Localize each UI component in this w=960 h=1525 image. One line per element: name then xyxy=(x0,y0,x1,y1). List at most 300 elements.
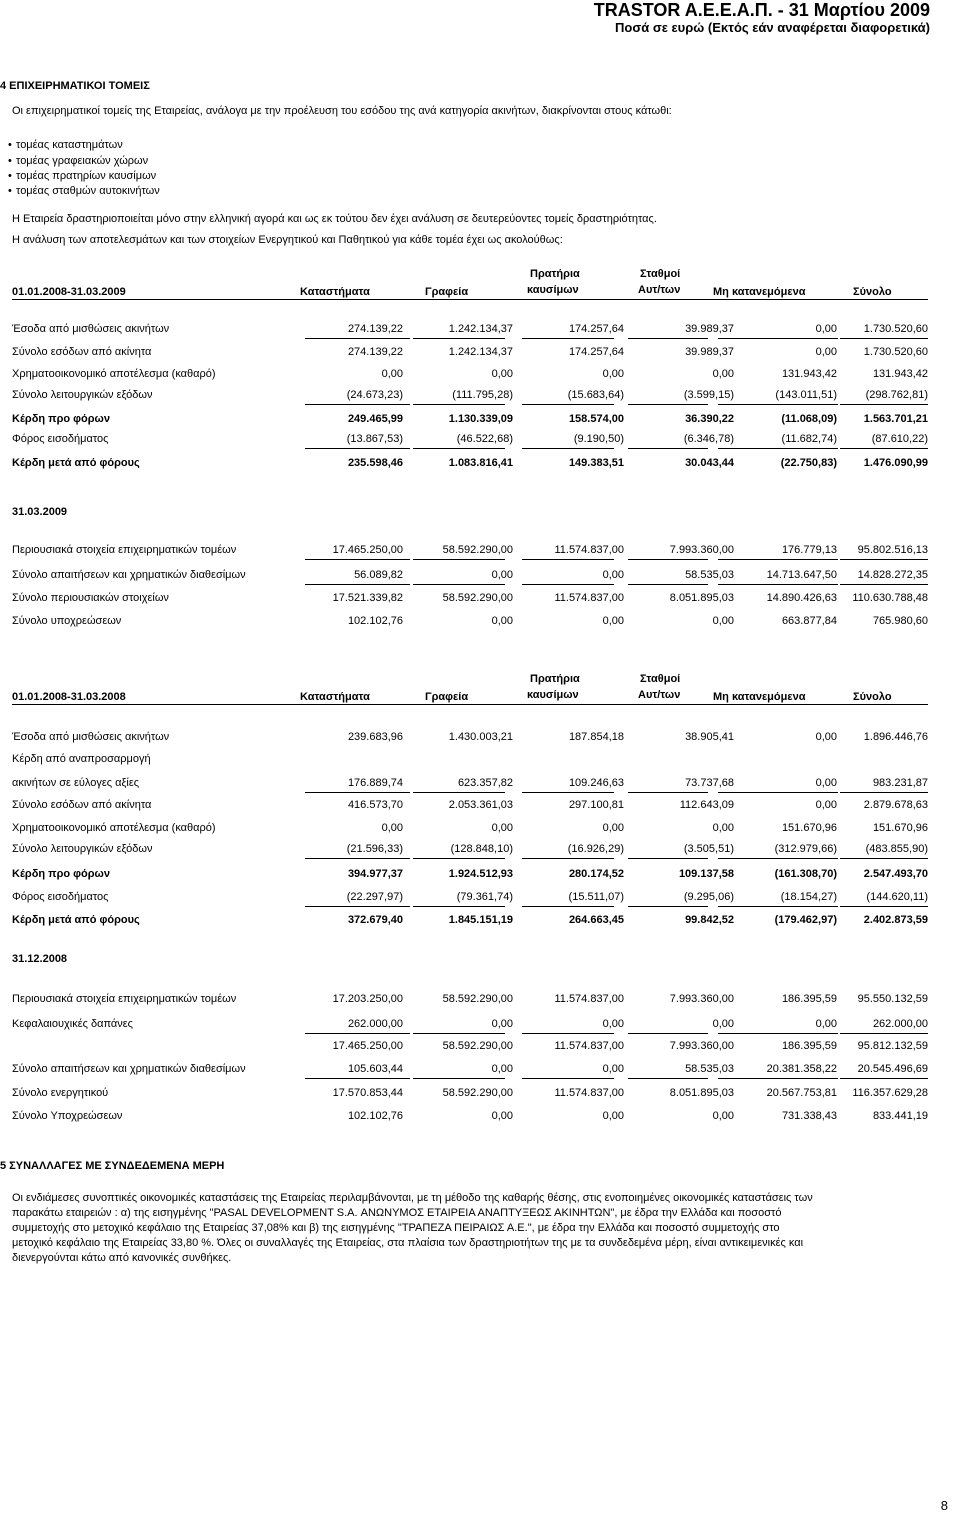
row-label: Κέρδη μετά από φόρους xyxy=(12,457,140,469)
table-row xyxy=(12,323,928,339)
total-underline xyxy=(840,858,928,859)
cell-value: 36.390,22 xyxy=(685,413,734,425)
cell-value: 105.603,44 xyxy=(347,1063,403,1075)
table-row xyxy=(12,544,928,560)
cell-value: (111.795,28) xyxy=(452,389,513,401)
column-header-shops: Καταστήματα xyxy=(300,691,370,703)
table-row xyxy=(12,346,928,362)
cell-value: 0,00 xyxy=(712,822,734,834)
cell-value: 151.670,96 xyxy=(872,822,928,834)
cell-value: (298.762,81) xyxy=(865,389,928,401)
cell-value: 131.943,42 xyxy=(781,368,837,380)
cell-value: 20.545.496,69 xyxy=(857,1063,928,1075)
total-underline xyxy=(413,1033,505,1034)
cell-value: 149.383,51 xyxy=(568,457,624,469)
total-underline xyxy=(628,338,708,339)
total-underline xyxy=(413,338,505,339)
cell-value: 0,00 xyxy=(602,368,624,380)
row-label: Σύνολο απαιτήσεων και χρηματικών διαθεσίμων xyxy=(12,569,246,581)
row-label: Κεφαλαιουχικές δαπάνες xyxy=(12,1018,133,1030)
cell-value: 983.231,87 xyxy=(872,777,928,789)
cell-value: (79.361,74) xyxy=(456,891,513,903)
bullet-item: • τομέας σταθμών αυτοκινήτων xyxy=(16,185,160,197)
section-5-paragraph xyxy=(12,1191,918,1266)
column-header-parking: Σταθμοί xyxy=(640,268,681,280)
cell-value: 2.547.493,70 xyxy=(863,868,928,880)
total-underline xyxy=(522,858,614,859)
row-label: Σύνολο εσόδων από ακίνητα xyxy=(12,799,152,811)
cell-value: 0,00 xyxy=(381,368,403,380)
total-underline xyxy=(628,1078,708,1079)
cell-value: (46.522,68) xyxy=(456,433,513,445)
table-row xyxy=(12,413,928,429)
table-row xyxy=(12,868,928,884)
cell-value: 158.574,00 xyxy=(568,413,624,425)
cell-value: (9.295,06) xyxy=(683,891,734,903)
cell-value: 235.598,46 xyxy=(347,457,403,469)
cell-value: 394.977,37 xyxy=(347,868,403,880)
cell-value: 239.683,96 xyxy=(347,731,403,743)
cell-value: 58.535,03 xyxy=(685,1063,734,1075)
table-row xyxy=(12,1040,928,1056)
total-underline xyxy=(305,559,410,560)
row-label: Σύνολο ενεργητικού xyxy=(12,1087,109,1099)
row-label: Σύνολο απαιτήσεων και χρηματικών διαθεσίμων xyxy=(12,1063,246,1075)
total-underline xyxy=(840,584,928,585)
column-header-fuel: καυσίμων xyxy=(527,284,579,296)
total-underline xyxy=(840,1033,928,1034)
cell-value: 17.465.250,00 xyxy=(332,1040,403,1052)
row-label: Κέρδη προ φόρων xyxy=(12,413,110,425)
table-row xyxy=(12,1110,928,1126)
cell-value: 112.643,09 xyxy=(679,799,734,811)
cell-value: (16.926,29) xyxy=(567,843,624,855)
table-row xyxy=(12,891,928,907)
total-underline xyxy=(522,1033,614,1034)
cell-value: 0,00 xyxy=(602,1018,624,1030)
row-label: Σύνολο υποχρεώσεων xyxy=(12,615,122,627)
cell-value: 274.139,22 xyxy=(347,323,403,335)
total-underline xyxy=(628,792,708,793)
cell-value: 174.257,64 xyxy=(568,323,624,335)
cell-value: 131.943,42 xyxy=(872,368,928,380)
table-row xyxy=(12,615,928,631)
cell-value: 95.802.516,13 xyxy=(857,544,928,556)
cell-value: 274.139,22 xyxy=(347,346,403,358)
cell-value: 0,00 xyxy=(491,822,513,834)
cell-value: 262.000,00 xyxy=(347,1018,403,1030)
table-row xyxy=(12,993,928,1009)
cell-value: (3.599,15) xyxy=(683,389,734,401)
paragraph-line: συμμετοχής στο μετοχικό κεφάλαιο της Εταιρείας 37,08% και β) της εισηγμένης "ΤΡΑΠΕΖΑ ΠΕΙΡΑΙΩΣ Α.Ε.", με έδρα την Ελλάδα και ποσοστό συμμετοχής στο xyxy=(12,1222,780,1234)
row-label: Φόρος εισοδήματος xyxy=(12,433,109,445)
table-row xyxy=(12,731,928,747)
row-label: Σύνολο περιουσιακών στοιχείων xyxy=(12,592,169,604)
table-row xyxy=(12,592,928,608)
cell-value: 110.630.788,48 xyxy=(852,592,928,604)
row-label: Σύνολο Υποχρεώσεων xyxy=(12,1110,123,1122)
cell-value: (6.346,78) xyxy=(683,433,734,445)
paragraph-line: μετοχικό κεφάλαιο της Εταιρείας 33,80 %. Όλες οι συναλλαγές της Εταιρείας, στα πλαίσια των δραστηριοτήτων της με τα συνδεδεμένα μέρη, είναι αντικειμενικές και xyxy=(12,1237,804,1249)
cell-value: 11.574.837,00 xyxy=(554,1087,624,1099)
total-underline xyxy=(628,1033,708,1034)
total-underline xyxy=(718,1078,838,1079)
cell-value: 0,00 xyxy=(815,323,837,335)
cell-value: 174.257,64 xyxy=(568,346,624,358)
table-row xyxy=(12,822,928,838)
row-label: Κέρδη προ φόρων xyxy=(12,868,110,880)
row-label: Χρηματοοικονομικό αποτέλεσμα (καθαρό) xyxy=(12,822,216,834)
section-5-title: 5 ΣΥΝΑΛΛΑΓΕΣ ΜΕ ΣΥΝΔΕΔΕΜΕΝΑ ΜΕΡΗ xyxy=(0,1160,225,1172)
cell-value: 0,00 xyxy=(815,346,837,358)
total-underline xyxy=(305,584,410,585)
row-label: Περιουσιακά στοιχεία επιχειρηματικών τομέων xyxy=(12,544,237,556)
cell-value: 187.854,18 xyxy=(568,731,624,743)
cell-value: 176.889,74 xyxy=(347,777,403,789)
table-row xyxy=(12,843,928,859)
cell-value: 1.430.003,21 xyxy=(448,731,513,743)
total-underline xyxy=(840,448,928,449)
cell-value: 17.570.853,44 xyxy=(332,1087,403,1099)
cell-value: 176.779,13 xyxy=(781,544,837,556)
table-header-rule xyxy=(12,704,928,705)
row-label: Χρηματοοικονομικό αποτέλεσμα (καθαρό) xyxy=(12,368,216,380)
bullet-item: • τομέας καταστημάτων xyxy=(16,139,123,151)
cell-value: 297.100,81 xyxy=(568,799,624,811)
cell-value: 151.670,96 xyxy=(781,822,837,834)
document-header-title: TRASTOR A.E.E.A.Π. - 31 Μαρτίου 2009 xyxy=(593,0,930,20)
cell-value: (483.855,90) xyxy=(865,843,928,855)
cell-value: 1.083.816,41 xyxy=(448,457,513,469)
cell-value: 116.357.629,28 xyxy=(852,1087,928,1099)
cell-value: 372.679,40 xyxy=(347,914,403,926)
total-underline xyxy=(413,858,505,859)
row-label: Κέρδη από αναπροσαρμογή xyxy=(12,753,151,765)
paragraph-line: διενεργούνται κάτω από κανονικές συνθήκες. xyxy=(12,1252,232,1264)
total-underline xyxy=(522,906,614,907)
cell-value: 0,00 xyxy=(491,1018,513,1030)
bullet-item: • τομέας πρατηρίων καυσίμων xyxy=(16,170,156,182)
total-underline xyxy=(628,404,708,405)
total-underline xyxy=(628,559,708,560)
cell-value: 99.842,52 xyxy=(685,914,734,926)
cell-value: 95.550.132,59 xyxy=(857,993,928,1005)
total-underline xyxy=(718,858,838,859)
cell-value: 186.395,59 xyxy=(781,1040,837,1052)
cell-value: 109.137,58 xyxy=(678,868,734,880)
cell-value: (9.190,50) xyxy=(573,433,624,445)
period-label: 01.01.2008-31.03.2008 xyxy=(12,691,126,703)
cell-value: (13.867,53) xyxy=(346,433,403,445)
cell-value: 0,00 xyxy=(491,569,513,581)
cell-value: 56.089,82 xyxy=(354,569,403,581)
cell-value: 2.053.361,03 xyxy=(448,799,513,811)
table-header-rule xyxy=(12,299,928,300)
cell-value: (87.610,22) xyxy=(871,433,928,445)
total-underline xyxy=(718,792,838,793)
cell-value: (143.011,51) xyxy=(775,389,837,401)
total-underline xyxy=(413,1078,505,1079)
cell-value: 7.993.360,00 xyxy=(669,1040,734,1052)
cell-value: 1.924.512,93 xyxy=(448,868,513,880)
table-row xyxy=(12,777,928,793)
table-row xyxy=(12,799,928,815)
cell-value: 1.242.134,37 xyxy=(448,323,513,335)
cell-value: 0,00 xyxy=(712,1110,734,1122)
column-header-total: Σύνολο xyxy=(853,691,892,703)
total-underline xyxy=(718,404,838,405)
total-underline xyxy=(305,1033,410,1034)
cell-value: (22.750,83) xyxy=(780,457,837,469)
cell-value: 623.357,82 xyxy=(457,777,513,789)
cell-value: 1.242.134,37 xyxy=(448,346,513,358)
total-underline xyxy=(413,404,505,405)
total-underline xyxy=(522,448,614,449)
table-row xyxy=(12,457,928,473)
total-underline xyxy=(522,1078,614,1079)
row-label: Περιουσιακά στοιχεία επιχειρηματικών τομέων xyxy=(12,993,237,1005)
cell-value: 0,00 xyxy=(602,569,624,581)
total-underline xyxy=(305,906,410,907)
cell-value: 11.574.837,00 xyxy=(554,993,624,1005)
total-underline xyxy=(840,404,928,405)
cell-value: 0,00 xyxy=(602,1063,624,1075)
cell-value: (3.505,51) xyxy=(683,843,734,855)
cell-value: 58.535,03 xyxy=(685,569,734,581)
cell-value: (128.848,10) xyxy=(450,843,513,855)
cell-value: 2.879.678,63 xyxy=(863,799,928,811)
cell-value: (18.154,27) xyxy=(780,891,837,903)
cell-value: 765.980,60 xyxy=(872,615,928,627)
paragraph-line: παρακάτω εταιρειών : α) της εισηγμένης "PASAL DEVELOPMENT S.A. ΑΝΩΝΥΜΟΣ ΕΤΑΙΡΕΙΑ ΑΝΑΠΤΥΞΕΩΣ ΑΚΙΝΗΤΩΝ", με έδρα την Ελλάδα και ποσοστό xyxy=(12,1207,782,1219)
total-underline xyxy=(628,858,708,859)
page-number: 8 xyxy=(940,1498,948,1513)
cell-value: (15.511,07) xyxy=(568,891,624,903)
column-header-unallocated: Μη κατανεμόμενα xyxy=(713,286,806,298)
total-underline xyxy=(628,448,708,449)
cell-value: 17.203.250,00 xyxy=(332,993,403,1005)
cell-value: 14.713.647,50 xyxy=(766,569,837,581)
paragraph-line: Οι ενδιάμεσες συνοπτικές οικονομικές καταστάσεις της Εταιρείας περιλαμβάνονται, με τη μέθοδο της καθαρής θέσης, στις ενοποιημένες οικονομικές καταστάσεις των xyxy=(12,1192,813,1204)
cell-value: 14.890.426,63 xyxy=(766,592,837,604)
cell-value: 0,00 xyxy=(491,615,513,627)
column-header-parking: Σταθμοί xyxy=(640,673,681,685)
section-4-paragraph: Η Εταιρεία δραστηριοποιείται μόνο στην ελληνική αγορά και ως εκ τούτου δεν έχει ανάλυση σε δευτερεύοντες τομείς δραστηριότητας. xyxy=(12,213,657,225)
total-underline xyxy=(840,1078,928,1079)
row-label: Σύνολο λειτουργικών εξόδων xyxy=(12,843,153,855)
cell-value: 833.441,19 xyxy=(872,1110,928,1122)
cell-value: 58.592.290,00 xyxy=(442,1040,513,1052)
total-underline xyxy=(840,906,928,907)
total-underline xyxy=(718,584,838,585)
cell-value: 20.381.358,22 xyxy=(766,1063,837,1075)
total-underline xyxy=(413,448,505,449)
cell-value: 7.993.360,00 xyxy=(669,993,734,1005)
balance-date: 31.03.2009 xyxy=(12,506,68,518)
row-label: Έσοδα από μισθώσεις ακινήτων xyxy=(12,731,170,743)
column-header-parking: Αυτ/των xyxy=(638,689,681,701)
cell-value: (11.682,74) xyxy=(781,433,837,445)
cell-value: 39.989,37 xyxy=(685,323,734,335)
cell-value: 7.993.360,00 xyxy=(669,544,734,556)
cell-value: 1.130.339,09 xyxy=(448,413,513,425)
cell-value: 11.574.837,00 xyxy=(554,592,624,604)
cell-value: 20.567.753,81 xyxy=(766,1087,837,1099)
cell-value: 8.051.895,03 xyxy=(669,592,734,604)
cell-value: 58.592.290,00 xyxy=(442,544,513,556)
table-row xyxy=(12,1018,928,1034)
bullet-item: • τομέας γραφειακών χώρων xyxy=(16,155,148,167)
total-underline xyxy=(522,404,614,405)
cell-value: 262.000,00 xyxy=(872,1018,928,1030)
cell-value: 0,00 xyxy=(381,822,403,834)
cell-value: 11.574.837,00 xyxy=(554,1040,624,1052)
column-header-parking: Αυτ/των xyxy=(638,284,681,296)
section-4-paragraph: Η ανάλυση των αποτελεσμάτων και των στοιχείων Ενεργητικού και Παθητικού για κάθε τομέα έχει ως ακολούθως: xyxy=(12,234,563,246)
cell-value: (144.620,11) xyxy=(866,891,928,903)
total-underline xyxy=(718,1033,838,1034)
cell-value: (21.596,33) xyxy=(346,843,403,855)
total-underline xyxy=(305,1078,410,1079)
cell-value: 1.476.090,99 xyxy=(863,457,928,469)
cell-value: 731.338,43 xyxy=(781,1110,837,1122)
cell-value: 11.574.837,00 xyxy=(554,544,624,556)
column-header-total: Σύνολο xyxy=(853,286,892,298)
table-row xyxy=(12,433,928,449)
row-label: Σύνολο λειτουργικών εξόδων xyxy=(12,389,153,401)
row-label: Έσοδα από μισθώσεις ακινήτων xyxy=(12,323,170,335)
cell-value: 102.102,76 xyxy=(347,615,403,627)
cell-value: 14.828.272,35 xyxy=(857,569,928,581)
cell-value: 1.563.701,21 xyxy=(863,413,928,425)
cell-value: 102.102,76 xyxy=(347,1110,403,1122)
cell-value: 0,00 xyxy=(815,777,837,789)
total-underline xyxy=(718,559,838,560)
total-underline xyxy=(305,338,410,339)
cell-value: 38.905,41 xyxy=(685,731,734,743)
column-header-offices: Γραφεία xyxy=(425,286,469,298)
total-underline xyxy=(305,858,410,859)
total-underline xyxy=(628,906,708,907)
cell-value: (312.979,66) xyxy=(774,843,837,855)
cell-value: (179.462,97) xyxy=(774,914,837,926)
balance-date: 31.12.2008 xyxy=(12,953,68,965)
column-header-shops: Καταστήματα xyxy=(300,286,370,298)
cell-value: 0,00 xyxy=(491,1110,513,1122)
table-row xyxy=(12,368,928,384)
total-underline xyxy=(413,584,505,585)
table-row xyxy=(12,1063,928,1079)
cell-value: 0,00 xyxy=(712,368,734,380)
total-underline xyxy=(840,792,928,793)
cell-value: 0,00 xyxy=(602,1110,624,1122)
row-label: Σύνολο εσόδων από ακίνητα xyxy=(12,346,152,358)
total-underline xyxy=(718,448,838,449)
section-4-intro: Οι επιχειρηματικοί τομείς της Εταιρείας, ανάλογα με την προέλευση του εσόδου της ανά κατηγορία ακινήτων, διακρίνονται στους κάτωθι: xyxy=(12,105,672,117)
cell-value: 58.592.290,00 xyxy=(442,592,513,604)
cell-value: 280.174,52 xyxy=(568,868,624,880)
cell-value: 1.730.520,60 xyxy=(863,323,928,335)
column-header-unallocated: Μη κατανεμόμενα xyxy=(713,691,806,703)
cell-value: 264.663,45 xyxy=(568,914,624,926)
table-row xyxy=(12,1087,928,1103)
column-header-fuel: καυσίμων xyxy=(527,689,579,701)
row-label: Κέρδη μετά από φόρους xyxy=(12,914,140,926)
total-underline xyxy=(718,906,838,907)
total-underline xyxy=(305,448,410,449)
total-underline xyxy=(718,338,838,339)
cell-value: 249.465,99 xyxy=(347,413,403,425)
row-label: Φόρος εισοδήματος xyxy=(12,891,109,903)
column-header-fuel: Πρατήρια xyxy=(530,673,580,685)
column-header-offices: Γραφεία xyxy=(425,691,469,703)
cell-value: 0,00 xyxy=(712,615,734,627)
cell-value: 0,00 xyxy=(491,1063,513,1075)
total-underline xyxy=(522,338,614,339)
cell-value: (24.673,23) xyxy=(346,389,403,401)
cell-value: 109.246,63 xyxy=(568,777,624,789)
cell-value: 17.465.250,00 xyxy=(332,544,403,556)
cell-value: (11.068,09) xyxy=(781,413,837,425)
cell-value: 1.896.446,76 xyxy=(863,731,928,743)
cell-value: 58.592.290,00 xyxy=(442,993,513,1005)
cell-value: 17.521.339,82 xyxy=(332,592,403,604)
total-underline xyxy=(305,404,410,405)
cell-value: 0,00 xyxy=(815,1018,837,1030)
total-underline xyxy=(305,792,410,793)
cell-value: 186.395,59 xyxy=(781,993,837,1005)
cell-value: (22.297,97) xyxy=(346,891,403,903)
table-row xyxy=(12,389,928,405)
section-4-title: 4 ΕΠΙΧΕΙΡΗΜΑΤΙΚΟΙ ΤΟΜΕΙΣ xyxy=(0,80,150,92)
table-row xyxy=(12,914,928,930)
cell-value: 0,00 xyxy=(712,1018,734,1030)
cell-value: 1.845.151,19 xyxy=(448,914,513,926)
total-underline xyxy=(522,584,614,585)
cell-value: 0,00 xyxy=(815,731,837,743)
table-row xyxy=(12,569,928,585)
cell-value: (15.683,64) xyxy=(567,389,624,401)
cell-value: 8.051.895,03 xyxy=(669,1087,734,1099)
table-row xyxy=(12,753,928,769)
cell-value: 0,00 xyxy=(602,615,624,627)
cell-value: 95.812.132,59 xyxy=(857,1040,928,1052)
total-underline xyxy=(413,559,505,560)
cell-value: 0,00 xyxy=(491,368,513,380)
cell-value: 0,00 xyxy=(815,799,837,811)
column-header-fuel: Πρατήρια xyxy=(530,268,580,280)
total-underline xyxy=(413,906,505,907)
total-underline xyxy=(413,792,505,793)
cell-value: 58.592.290,00 xyxy=(442,1087,513,1099)
cell-value: (161.308,70) xyxy=(774,868,837,880)
row-label: ακινήτων σε εύλογες αξίες xyxy=(12,777,140,789)
cell-value: 416.573,70 xyxy=(347,799,403,811)
total-underline xyxy=(522,792,614,793)
cell-value: 663.877,84 xyxy=(781,615,837,627)
cell-value: 73.737,68 xyxy=(685,777,734,789)
total-underline xyxy=(840,338,928,339)
cell-value: 30.043,44 xyxy=(685,457,734,469)
total-underline xyxy=(628,584,708,585)
period-label: 01.01.2008-31.03.2009 xyxy=(12,286,126,298)
currency-note: Ποσά σε ευρώ (Εκτός εάν αναφέρεται διαφορετικά) xyxy=(615,20,930,35)
cell-value: 0,00 xyxy=(602,822,624,834)
total-underline xyxy=(522,559,614,560)
cell-value: 1.730.520,60 xyxy=(863,346,928,358)
cell-value: 2.402.873,59 xyxy=(863,914,928,926)
cell-value: 39.989,37 xyxy=(685,346,734,358)
